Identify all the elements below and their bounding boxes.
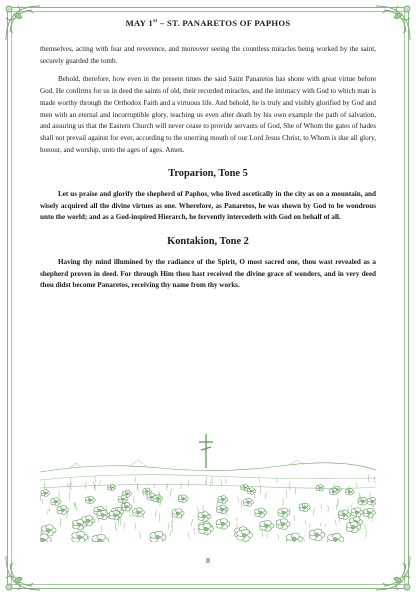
kontakion-text: Having thy mind illumined by the radiance of the Spirit, O most sacred one, thou wast revealed as a shepherd proven in deed. For through Him thou hast received the divine grace of wonders, and in very deed thou didst become Panaretos, receiving thy name from thy works. [40, 257, 376, 290]
troparion-heading: Troparion, Tone 5 [168, 168, 248, 180]
page-body [40, 44, 376, 292]
header-ordinal: st [152, 18, 158, 25]
page-number: 8 [206, 556, 210, 565]
kontakion-heading: Kontakion, Tone 2 [167, 236, 249, 248]
cross-on-hill-flower-field-icon [40, 432, 376, 542]
header-suffix: – ST. PANARETOS OF PAPHOS [157, 18, 291, 28]
body-paragraph: themselves, acting with fear and reverence, and moreover seeing the countless miracles being worked by the saint, securely guarded the tomb. [40, 45, 376, 65]
page-header [0, 18, 416, 28]
troparion-text: Let us praise and glorify the shepherd of Paphos, who lived ascetically in the city as on a mountain, and wisely acquired all the divine virtues as one. Wherefore, as Panaretos, he was shown by God to be wondrous unto the world; and as a God-inspired Hierarch, he fervently intercedeth with God on behalf of all. [40, 190, 376, 222]
body-paragraph: Behold, therefore, how even in the present times the said Saint Panaretos has shone with great virtue before God. He confirms for us in deed the saints of old, their recorded miracles, and the intimacy with God to which man is made worthy through the Orthodox Faith and a virtuous life. And behold, he is truly and visibly glorified by God and men with an eternal and incorruptible glory, teaching us even after death by his own example the path of salvation, and assuring us that the Eastern Church will never cease to provide servants of God, She of Whom the gates of hades shall not prevail against for ever, according to the unerring mouth of our Lord Jesus Christ, to Whom is due all glory, honour, and worship, unto the ages of ages. Amen. [40, 75, 376, 154]
header-prefix: MAY 1 [125, 18, 153, 28]
